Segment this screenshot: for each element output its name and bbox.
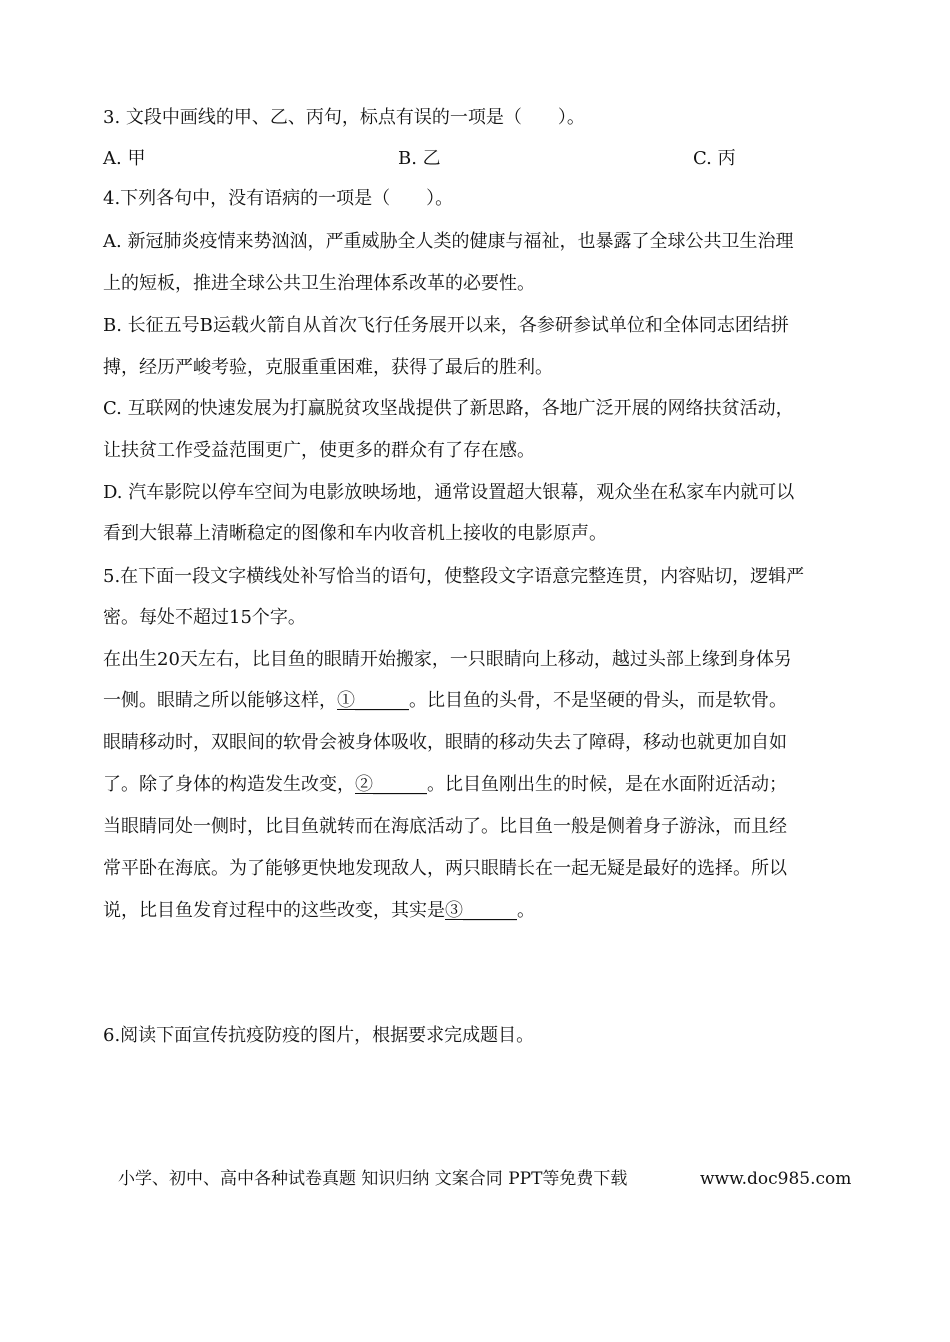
q5-passage-text: 了。除了身体的构造发生改变， bbox=[103, 774, 355, 795]
blank-2: ②______ bbox=[355, 774, 427, 795]
q5-passage-line5: 当眼睛同处一侧时，比目鱼就转而在海底活动了。比目鱼一般是侧着身子游泳，而且经 bbox=[103, 816, 787, 837]
q5-stem-line2: 密。每处不超过15个字。 bbox=[103, 607, 306, 628]
q4-option-d-line1: D. 汽车影院以停车空间为电影放映场地，通常设置超大银幕，观众坐在私家车内就可以 bbox=[103, 482, 795, 503]
q4-option-c-line2: 让扶贫工作受益范围更广，使更多的群众有了存在感。 bbox=[103, 440, 535, 461]
q5-passage-text: 。比目鱼刚出生的时候，是在水面附近活动； bbox=[427, 774, 787, 795]
q6-stem: 6.阅读下面宣传抗疫防疫的图片，根据要求完成题目。 bbox=[103, 1025, 535, 1046]
q5-passage-line6: 常平卧在海底。为了能够更快地发现敌人，两只眼睛长在一起无疑是最好的选择。所以 bbox=[103, 858, 787, 879]
q4-option-a-line1: A. 新冠肺炎疫情来势汹汹，严重威胁全人类的健康与福祉，也暴露了全球公共卫生治理 bbox=[103, 231, 794, 252]
q5-passage-line7 bbox=[103, 899, 853, 923]
q5-passage-line2 bbox=[103, 689, 853, 713]
footer bbox=[118, 1167, 852, 1191]
footer-site-link[interactable]: www.doc985.com bbox=[700, 1169, 852, 1189]
q5-passage-text: 说，比目鱼发育过程中的这些改变，其实是 bbox=[103, 900, 445, 921]
q4-option-d-line2: 看到大银幕上清晰稳定的图像和车内收音机上接收的电影原声。 bbox=[103, 523, 607, 544]
q4-option-c-line1: C. 互联网的快速发展为打赢脱贫攻坚战提供了新思路，各地广泛开展的网络扶贫活动， bbox=[103, 398, 794, 419]
footer-text: 小学、初中、高中各种试卷真题 知识归纳 文案合同 PPT等免费下载 bbox=[118, 1169, 628, 1189]
q3-option-b: B. 乙 bbox=[398, 148, 441, 169]
q3-stem: 3. 文段中画线的甲、乙、丙句，标点有误的一项是（ ）。 bbox=[103, 107, 585, 128]
q5-passage-line3: 眼睛移动时，双眼间的软骨会被身体吸收，眼睛的移动失去了障碍，移动也就更加自如 bbox=[103, 732, 787, 753]
q3-option-c: C. 丙 bbox=[693, 148, 736, 169]
q5-passage-text: 。比目鱼的头骨，不是坚硬的骨头，而是软骨。 bbox=[409, 690, 787, 711]
q4-stem: 4.下列各句中，没有语病的一项是（ ）。 bbox=[103, 188, 454, 209]
q5-passage-text: 一侧。眼睛之所以能够这样， bbox=[103, 690, 337, 711]
q5-passage-text: 。 bbox=[517, 900, 535, 921]
blank-3: ③______ bbox=[445, 900, 517, 921]
q5-passage-line1: 在出生20天左右，比目鱼的眼睛开始搬家，一只眼睛向上移动，越过头部上缘到身体另 bbox=[103, 649, 792, 670]
q4-option-b-line1: B. 长征五号B运载火箭自从首次飞行任务展开以来，各参研参试单位和全体同志团结拼 bbox=[103, 315, 789, 336]
q4-option-a-line2: 上的短板，推进全球公共卫生治理体系改革的必要性。 bbox=[103, 273, 535, 294]
blank-1: ①______ bbox=[337, 690, 409, 711]
q5-passage-line4 bbox=[103, 773, 853, 797]
q3-option-a: A. 甲 bbox=[103, 148, 146, 169]
q4-option-b-line2: 搏，经历严峻考验，克服重重困难，获得了最后的胜利。 bbox=[103, 357, 553, 378]
q5-stem-line1: 5.在下面一段文字横线处补写恰当的语句，使整段文字语意完整连贯，内容贴切，逻辑严 bbox=[103, 566, 805, 587]
